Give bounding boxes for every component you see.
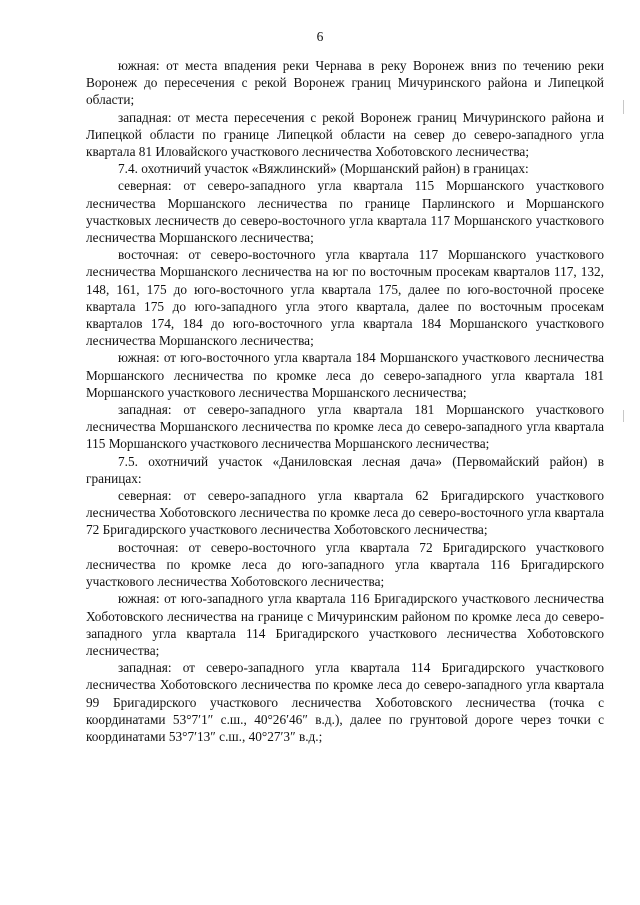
paragraph-danilovskaya-east: восточная: от северо-восточного угла квартала 72 Бригадирского участкового лесничества по кромке леса до юго-западного угла квартала 116 Бригадирского участкового лесничества Хоботовского лесничества; (86, 539, 604, 590)
paragraph-vyazhlinsky-south: южная: от юго-восточного угла квартала 184 Моршанского участкового лесничества Моршанского лесничества по кромке леса до северо-западного угла квартала 181 Моршанского участкового лесничества Моршанского лесничества; (86, 350, 604, 400)
paragraph-section-7-5-heading: 7.5. охотничий участок «Даниловская лесная дача» (Первомайский район) в границах: (86, 453, 604, 486)
page-number: 6 (316, 29, 324, 44)
paragraph-danilovskaya-north: северная: от северо-западного угла квартала 62 Бригадирского участкового лесничества Хоботовского лесничества по кромке леса до северо-восточного угла квартала 72 Бригадирского участкового лесничества Хоботовского лесничества; (86, 488, 604, 538)
paragraph-section-7-4-heading: 7.4. охотничий участок «Вяжлинский» (Моршанский район) в границах: (118, 161, 529, 177)
paragraph-danilovskaya-south: южная: от юго-западного угла квартала 116 Бригадирского участкового лесничества Хоботовского лесничества на границе с Мичуринским районом по кромке леса до северо-западного угла квартала 114 Бригадирского участкового лесничества Хоботовского лесничества; (86, 591, 604, 658)
document-body (86, 57, 604, 745)
paragraph-south-boundary: южная: от места впадения реки Чернава в реку Воронеж вниз по течению реки Воронеж до пересечения с рекой Воронеж границ Мичуринского района и Липецкой области; (86, 58, 604, 108)
paragraph-vyazhlinsky-west: западная: от северо-западного угла квартала 181 Моршанского участкового лесничества Моршанского лесничества по кромке леса до северо-западного угла квартала 115 Моршанского участкового лесничества Моршанского лесничества; (86, 402, 604, 452)
paragraph-vyazhlinsky-north: северная: от северо-западного угла квартала 115 Моршанского участкового лесничества Моршанского лесничества по границе Парлинского и Моршанского участковых лесничеств до северо-восточного угла квартала 117 Моршанского участкового лесничества Моршанского лесничества; (86, 178, 604, 246)
paragraph-vyazhlinsky-east: восточная: от северо-восточного угла квартала 117 Моршанского участкового лесничества Моршанского лесничества на юг по восточным просекам кварталов 117, 132, 148, 161, 175 до юго-восточного угла квартала 175, далее по юго-восточной просеке квартала 175 до юго-западного угла этого квартала, далее по восточным просекам кварталов 174, 184 до юго-восточного угла квартала 184 Моршанского участкового лесничества Моршанского лесничества; (86, 247, 604, 349)
paragraph-west-boundary: западная: от места пересечения с рекой Воронеж границ Мичуринского района и Липецкой области по границе Липецкой области на север до северо-западного угла квартала 81 Иловайского участкового лесничества Хоботовского лесничества; (86, 109, 604, 160)
paragraph-danilovskaya-west: западная: от северо-западного угла квартала 114 Бригадирского участкового лесничества Хоботовского лесничества по кромке леса до северо-западного угла квартала 99 Бригадирского участкового лесничества Хоботовского лесничества (точка с координатами 53°7′1″ с.ш., 40°26′46″ в.д.), далее по грунтовой дороге через точки с координатами 53°7′13″ с.ш., 40°27′3″ в.д.; (86, 660, 604, 744)
scan-edge-mark (623, 410, 624, 422)
scan-edge-mark (623, 100, 624, 114)
